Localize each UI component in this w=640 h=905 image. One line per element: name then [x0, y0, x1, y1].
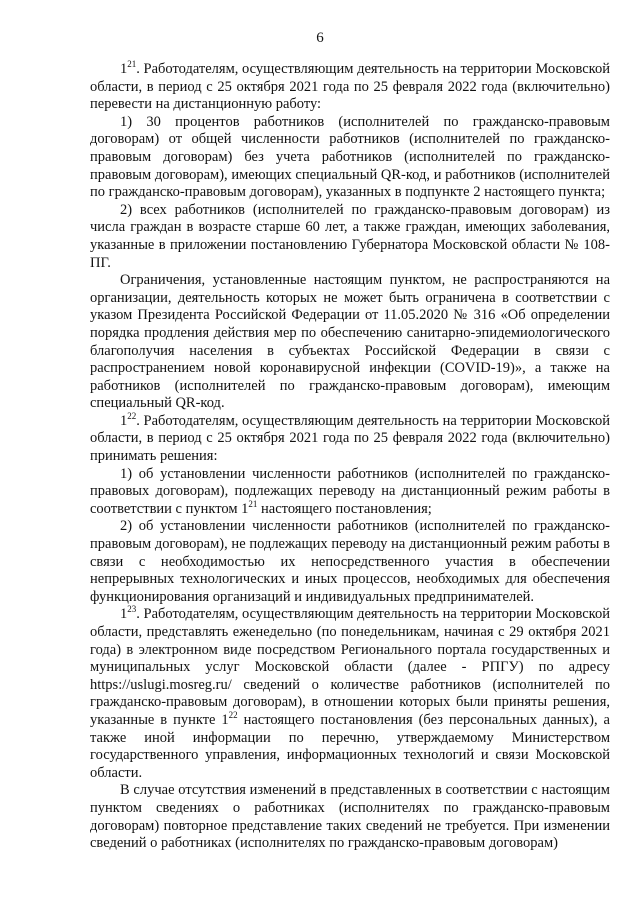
paragraph-1-22-item-1-superscript: 21 [248, 498, 258, 509]
document-body [90, 61, 610, 853]
page-number: 6 [316, 30, 324, 46]
paragraph-1-22-item-2: 2) об установлении численности работников (исполнителей по гражданско-правовым договорам), не подлежащих переводу на дистанционный режим работы в связи с необходимостью их непосредственного участия в обеспечении непрерывных технологических и иных процессов, необходимых для обеспечения функционирования организаций и индивидуальных предпринимателей. [90, 518, 610, 605]
paragraph-1-21-item-2: 2) всех работников (исполнителей по гражданско-правовым договорам) из числа граждан в возрасте старше 60 лет, а также граждан, имеющих заболевания, указанные в приложении постановлению Губернатора Московской области № 108-ПГ. [90, 201, 610, 271]
paragraph-1-21-text: . Работодателям, осуществляющим деятельность на территории Московской области, в период с 25 октября 2021 года по 25 февраля 2022 года (включительно) перевести на дистанционную работу: [90, 61, 610, 113]
paragraph-no-changes: В случае отсутствия изменений в представленных в соответствии с настоящим пунктом сведениях о работниках (исполнителях по гражданско-правовым договорам) повторное представление таких сведений не требуется. При изменении сведений о работниках (исполнителях по гражданско-правовым договорам) [90, 782, 610, 852]
paragraph-1-23-text: . Работодателям, осуществляющим деятельность на территории Московской области, представлять еженедельно (по понедельникам, начиная с 29 октября 2021 года) в электронном виде посредством Регионального портала государственных и муниципальных услуг Московской области (далее - РПГУ) по адресу https://uslugi.mosreg.ru/ сведений о количестве работников (исполнителей по гражданско-правовым договорам), в отношении которых были приняты решения, указанные в пункте 1 [90, 606, 610, 728]
paragraph-1-23-ref-superscript: 22 [228, 709, 238, 720]
paragraph-1-21-item-1: 1) 30 процентов работников (исполнителей по гражданско-правовым договорам) от общей численности работников (исполнителей по гражданско-правовым договорам) без учета работников (исполнителей по гражданско-правовым договорам), имеющих специальный QR-код, и работников (исполнителей по гражданско-правовым договорам), указанных в подпункте 2 настоящего пункта; [90, 113, 610, 201]
paragraph-1-22-item-1 [90, 466, 610, 519]
paragraph-1-22: $1^{22}$. Работодателям, осуществляющим деятельность на территории Московской области, в период с 25 октября 2021 года по 25 февраля 2022 года (включительно) принимать решения: [90, 410, 610, 465]
paragraph-1-23-text-end: настоящего постановления (без персональных данных), а также иной информации по перечню, утверждаемому Министерством государственного управления, информационных технологий и связи Московской области. [90, 711, 610, 781]
paragraph-1-22-item-1-text: 1) об установлении численности работников (исполнителей по гражданско-правовых договорам), подлежащих переводу на дистанционный режим работы в соответствии с пунктом 1 [90, 465, 610, 517]
paragraph-1-23: $1^{23}$. Работодателям, осуществляющим деятельность на территории Московской области, представлять еженедельно (по понедельникам, начиная с 29 октября 2021 года) в электронном виде посредством Регионального портала государственных и муниципальных услуг Московской области (далее - РПГУ) по адресу https://uslugi.mosreg.ru/ сведений о количестве работников (исполнителей по гражданско-правовым договорам), в отношении которых были приняты решения, указанные в пункте $1^{22}$ настоящего постановления (без персональных данных), а также иной информации по перечню, утверждаемому Министерством государственного управления, информационных технологий и связи Московской области. [90, 604, 610, 781]
paragraph-1-23-superscript: 23 [127, 604, 137, 615]
paragraph-1-22-superscript: 22 [127, 410, 137, 421]
paragraph-1-21: $1^{21}$. Работодателям, осуществляющим деятельность на территории Московской области, в период с 25 октября 2021 года по 25 февраля 2022 года (включительно) перевести на дистанционную работу: [90, 59, 610, 113]
paragraph-1-22-text: . Работодателям, осуществляющим деятельность на территории Московской области, в период с 25 октября 2021 года по 25 февраля 2022 года (включительно) принимать решения: [90, 412, 610, 465]
paragraph-1-21-superscript: 21 [127, 59, 137, 69]
paragraph-1-22-item-1-text-end: настоящего постановления; [257, 500, 432, 517]
paragraph-restrictions: Ограничения, установленные настоящим пунктом, не распространяются на организации, деятельность которых не может быть ограничена в соответствии с указом Президента Российской Федерации от 11.05.2020 № 316 «Об определении порядка продления действия мер по обеспечению санитарно-эпидемиологического благополучия населения в субъектах Российской Федерации в связи с распространением новой коронавирусной инфекции (COVID-19)», а также на работников (исполнителей по гражданско-правовым договорам), имеющим специальный QR-код. [90, 272, 610, 412]
